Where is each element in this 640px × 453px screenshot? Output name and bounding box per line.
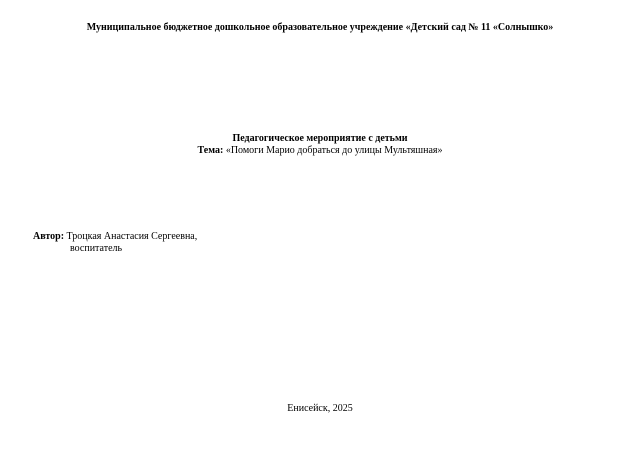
topic-text: «Помоги Марио добраться до улицы Мультяшная»: [225, 145, 443, 156]
city-year: Енисейск, 2025: [287, 403, 353, 414]
topic-label: Тема:: [197, 145, 224, 156]
author-name: Троцкая Анастасия Сергеевна,: [66, 231, 198, 242]
event-title: [0, 133, 640, 144]
event-title-text: Педагогическое мероприятие с детьми: [232, 133, 408, 144]
topic-line: [0, 145, 640, 156]
author-line: [33, 231, 197, 242]
institution-header: [0, 22, 640, 33]
institution-name: Муниципальное бюджетное дошкольное образовательное учреждение «Детский сад № 11 «Солнышко»: [86, 22, 554, 33]
author-position: воспитатель: [70, 243, 123, 254]
author-label: Автор:: [33, 231, 65, 242]
